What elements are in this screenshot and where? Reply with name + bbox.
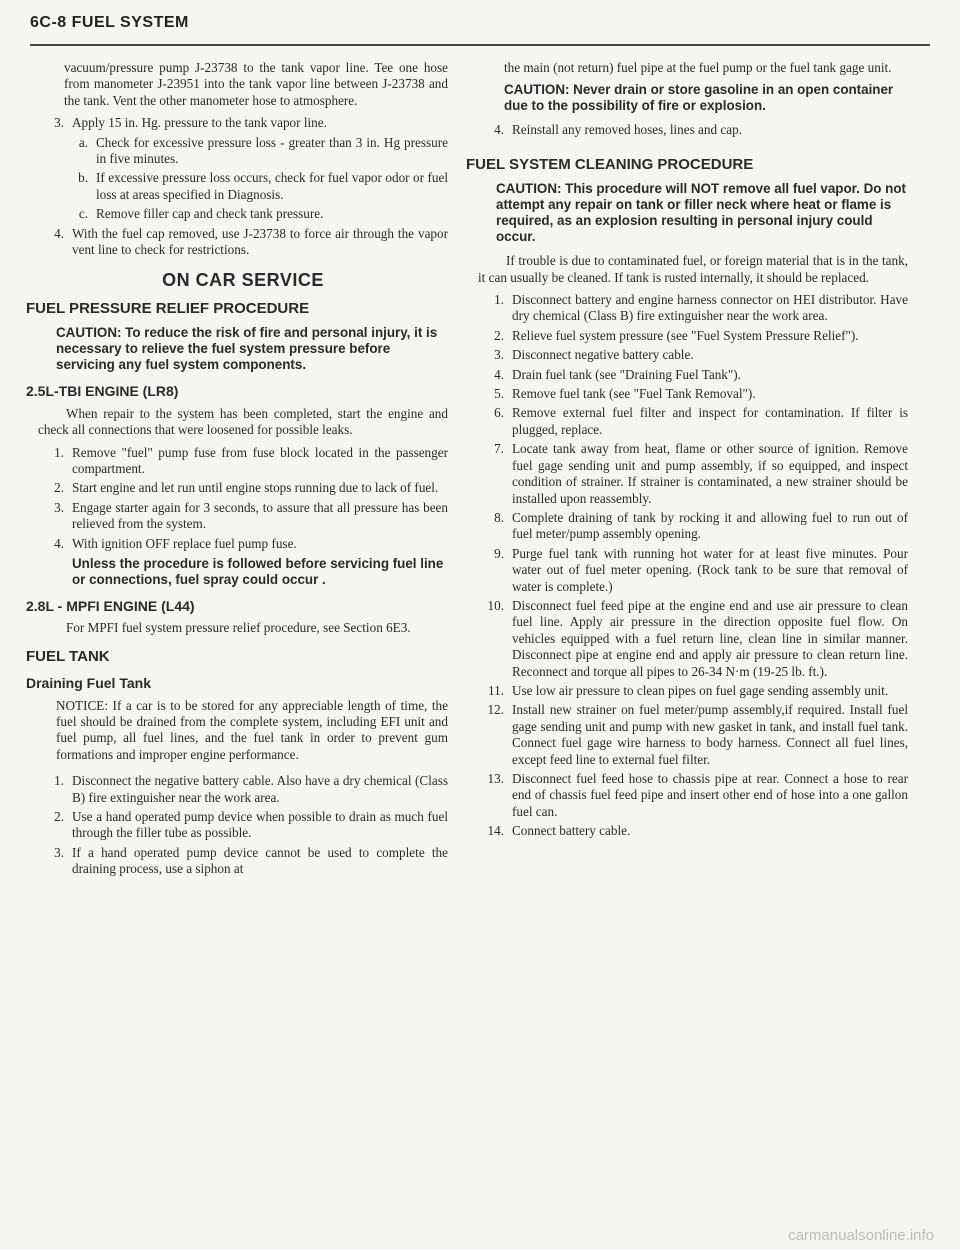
- step-4: 4. With the fuel cap removed, use J-23738 to force air through the vapor vent line to check for restrictions.: [54, 225, 448, 258]
- substep-a: a. Check for excessive pressure loss - greater than 3 in. Hg pressure in five minutes.: [78, 134, 448, 167]
- mpfi-text: For MPFI fuel system pressure relief procedure, see Section 6E3.: [66, 620, 411, 636]
- draining-heading: Draining Fuel Tank: [26, 675, 151, 692]
- drain-caution: CAUTION: Never drain or store gasoline in an open container due to the possibility of fire or explosion.: [504, 82, 894, 114]
- page-header: 6C-8 FUEL SYSTEM: [30, 14, 189, 31]
- cleaning-caution: CAUTION: This procedure will NOT remove all fuel vapor. Do not attempt any repair on tank or filler neck where heat or flame is required, as an explosion resulting in personal injury could occur.: [496, 181, 906, 245]
- right-continued-paragraph: the main (not return) fuel pipe at the fuel pump or the fuel tank gage unit.: [504, 60, 892, 75]
- clean-step-5: 5. Remove fuel tank (see "Fuel Tank Removal").: [494, 386, 756, 402]
- tbi-intro: When repair to the system has been completed, start the engine and check all connections that were loosened for possible leaks.: [38, 405, 448, 438]
- fuel-tank-heading: FUEL TANK: [26, 647, 110, 665]
- right-step-4: 4. Reinstall any removed hoses, lines and cap.: [494, 122, 742, 138]
- cleaning-heading: FUEL SYSTEM CLEANING PROCEDURE: [466, 155, 754, 173]
- right-column: [466, 60, 908, 843]
- clean-step-6: 6. Remove external fuel filter and inspect for contamination. If filter is plugged, replace.: [494, 405, 908, 437]
- clean-step-4: 4. Drain fuel tank (see "Draining Fuel Tank").: [494, 366, 741, 382]
- drain-step-2: 2. Use a hand operated pump device when possible to drain as much fuel through the filler tube as possible.: [54, 809, 448, 841]
- clean-step-10: 10. Disconnect fuel feed pipe at the engine end and use air pressure to clean fuel line. Apply air pressure in the direction opposite fuel flow. On vehicles equipped with a fuel return line, clean line in similar manner. Disconnect pipe at engine end and apply air pressure to clean return line. Reconnect and torque all pipes to 26-34 N·m (19-25 lb. ft.).: [487, 597, 908, 679]
- tbi-step-1: 1. Remove "fuel" pump fuse from fuse block located in the passenger compartment.: [54, 444, 448, 476]
- mpfi-heading: 2.8L - MPFI ENGINE (L44): [26, 597, 195, 614]
- clean-step-13: 13. Disconnect fuel feed hose to chassis pipe at rear. Connect a hose to rear end of chassis fuel feed pipe and insert other end of hose into a one gallon fuel can.: [487, 771, 908, 819]
- drain-step-3: 3. If a hand operated pump device cannot be used to complete the draining process, use a siphon at: [54, 844, 448, 877]
- on-car-service-heading: ON CAR SERVICE: [162, 270, 324, 291]
- footer-watermark: carmanualsonline.info: [788, 1227, 934, 1244]
- tbi-step-4: 4. With ignition OFF replace fuel pump fuse.: [54, 535, 297, 551]
- clean-step-1: 1. Disconnect battery and engine harness connector on HEI distributor. Have dry chemical (Class B) fire extinguisher near the work area.: [494, 292, 908, 324]
- step-3: 3. Apply 15 in. Hg. pressure to the tank vapor line.: [54, 115, 327, 131]
- clean-step-12: 12. Install new strainer on fuel meter/pump assembly,if required. Install fuel gage sending unit and pump with new gasket in tank, and install fuel tank. Connect fuel gage wire harness to body harness. Connect all fuel lines, except feed line to external fuel filter.: [487, 702, 908, 767]
- substep-b: b. If excessive pressure loss occurs, check for fuel vapor odor or fuel loss at areas specified in Diagnosis.: [78, 170, 448, 202]
- clean-step-2: 2. Relieve fuel system pressure (see "Fuel System Pressure Relief").: [494, 327, 859, 343]
- tbi-warning: Unless the procedure is followed before servicing fuel line or connections, fuel spray could occur .: [72, 555, 444, 587]
- header-rule: [30, 44, 930, 46]
- drain-step-1: 1. Disconnect the negative battery cable. Also have a dry chemical (Class B) fire extinguisher near the work area.: [54, 773, 448, 805]
- left-column: [26, 60, 448, 881]
- clean-step-9: 9. Purge fuel tank with running hot water for at least five minutes. Pour water out of fuel meter opening. (Rock tank to be sure that removal of water is complete.): [494, 545, 908, 594]
- clean-step-7: 7. Locate tank away from heat, flame or other source of ignition. Remove fuel gage sending unit and pump assembly, if so equipped, and inspect condition of strainer. If strainer is contaminated, a new strainer should be installed upon reassembly.: [494, 441, 908, 506]
- relief-procedure-heading: FUEL PRESSURE RELIEF PROCEDURE: [26, 299, 310, 317]
- tbi-heading: 2.5L-TBI ENGINE (LR8): [26, 383, 179, 400]
- clean-step-8: 8. Complete draining of tank by rocking it and allowing fuel to run out of fuel meter/pump assembly opening.: [494, 509, 908, 542]
- clean-step-14: 14. Connect battery cable.: [487, 823, 631, 839]
- notice: NOTICE: If a car is to be stored for any appreciable length of time, the fuel should be drained from the complete system, including EFI unit and fuel pump, all fuel lines, and the fuel tank in order to prevent gum formations and improper engine performance.: [56, 697, 448, 762]
- tbi-step-3: 3. Engage starter again for 3 seconds, to assure that all pressure has been relieved from the system.: [54, 499, 448, 532]
- cleaning-intro: If trouble is due to contaminated fuel, or foreign material that is in the tank, it can usually be cleaned. If tank is rusted internally, it should be replaced.: [478, 253, 908, 285]
- tbi-step-2: 2. Start engine and let run until engine stops running due to lack of fuel.: [54, 480, 439, 496]
- substep-c: c. Remove filler cap and check tank pressure.: [78, 206, 324, 222]
- relief-caution: CAUTION: To reduce the risk of fire and personal injury, it is necessary to relieve the fuel system pressure before servicing any fuel system components.: [56, 325, 438, 373]
- continued-paragraph: vacuum/pressure pump J-23738 to the tank vapor line. Tee one hose from manometer J-23951 into the tank vapor line between J-23738 and the tank. Vent the other manometer hose to atmosphere.: [64, 60, 448, 108]
- clean-step-3: 3. Disconnect negative battery cable.: [494, 347, 694, 363]
- clean-step-11: 11. Use low air pressure to clean pipes on fuel gage sending assembly unit.: [488, 682, 889, 698]
